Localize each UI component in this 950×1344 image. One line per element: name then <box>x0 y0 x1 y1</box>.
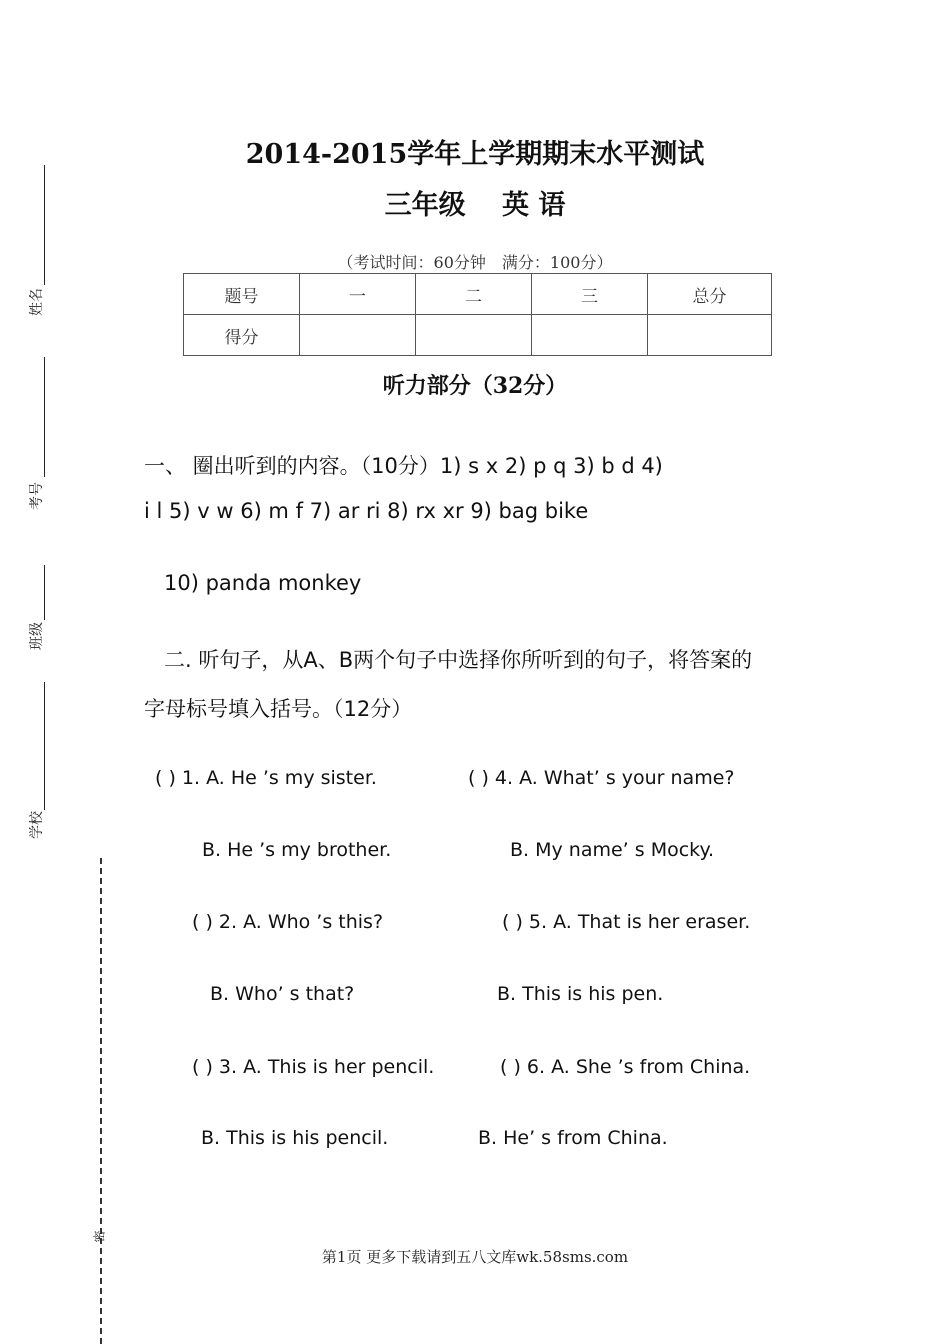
page-subtitle: 三年级 英 语 <box>384 190 566 221</box>
question-item: ( ) 1. A. He ’s my sister. <box>155 767 377 789</box>
question-item: B. He’ s from China. <box>478 1127 668 1149</box>
question-item: B. This is his pencil. <box>201 1127 389 1149</box>
question-item: B. He ’s my brother. <box>202 839 392 861</box>
question-item: ( ) 4. A. What’ s your name? <box>468 767 735 789</box>
score-cell: 三 <box>532 274 648 315</box>
part1-line1: 一、 圈出听到的内容。（10分）1) s x 2) p q 3) b d 4) <box>144 454 663 478</box>
side-label-exam-no: 考号 <box>29 482 45 510</box>
side-label-seal: 密 <box>92 1230 107 1243</box>
page-title: 2014-2015学年上学期期末水平测试 <box>245 139 705 170</box>
question-item: B. My name’ s Mocky. <box>510 839 715 861</box>
score-input-cell <box>648 315 772 356</box>
part1-line3: 10) panda monkey <box>164 571 362 595</box>
side-label-school: 学校 <box>29 811 45 839</box>
side-label-name: 姓名 <box>29 288 45 316</box>
question-item: B. This is his pen. <box>497 983 664 1005</box>
school-line <box>44 682 45 810</box>
seal-dashed-line <box>100 858 102 1344</box>
score-table-header-row <box>184 274 772 315</box>
score-input-cell <box>532 315 648 356</box>
listening-heading: 听力部分（32分） <box>382 373 568 399</box>
page-footer: 第1页 更多下载请到五八文库wk.58sms.com <box>321 1248 629 1266</box>
part2-line1: 二. 听句子，从A、B两个句子中选择你所听到的句子，将答案的 <box>164 648 753 672</box>
side-label-class: 班级 <box>29 622 45 650</box>
question-item: B. Who’ s that? <box>210 983 355 1005</box>
score-cell: 得分 <box>184 315 300 356</box>
score-cell: 一 <box>300 274 416 315</box>
score-cell: 二 <box>416 274 532 315</box>
score-cell: 题号 <box>184 274 300 315</box>
question-item: ( ) 6. A. She ’s from China. <box>500 1056 751 1078</box>
class-line <box>44 565 45 620</box>
score-table-score-row <box>184 315 772 356</box>
part1-line2: i l 5) v w 6) m f 7) ar ri 8) rx xr 9) bag bike <box>144 499 589 523</box>
question-item: ( ) 5. A. That is her eraser. <box>502 911 751 933</box>
part2-line2: 字母标号填入括号。（12分） <box>144 697 413 721</box>
question-item: ( ) 2. A. Who ’s this? <box>192 911 384 933</box>
score-input-cell <box>300 315 416 356</box>
question-item: ( ) 3. A. This is her pencil. <box>192 1056 435 1078</box>
score-cell: 总分 <box>648 274 772 315</box>
score-table <box>183 273 772 356</box>
score-input-cell <box>416 315 532 356</box>
exam-info: （考试时间：60分钟 满分：100分） <box>337 253 613 272</box>
